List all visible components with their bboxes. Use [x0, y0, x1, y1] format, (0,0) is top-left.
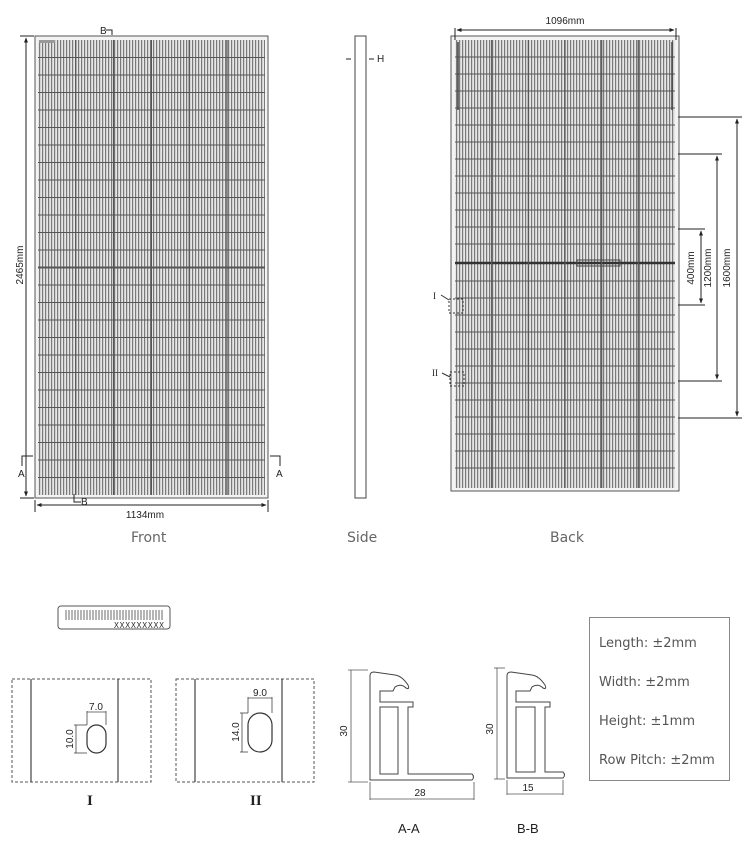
detail-ii-marker-label: II [432, 368, 438, 378]
section-bb-width-dim: 15 [522, 783, 534, 794]
detail-i-marker-label: I [433, 291, 436, 301]
side-thickness-marker: H [377, 54, 385, 65]
tolerance-box [589, 617, 730, 781]
section-bb-profile [507, 672, 565, 778]
detail-i-hole [87, 725, 106, 753]
section-aa-width-dim: 28 [414, 788, 426, 799]
mounting-dimension-1200: 1200mm [703, 248, 714, 288]
detail-i-hole-width: 7.0 [89, 702, 103, 713]
side-profile [355, 36, 366, 498]
detail-i-box [12, 679, 151, 782]
back-width-dimension: 1096mm [545, 16, 585, 27]
detail-ii-hole [248, 713, 272, 752]
section-b-marker-top: B [100, 26, 107, 37]
section-bb-label: B-B [517, 821, 539, 836]
section-a-marker-right: A [276, 469, 283, 480]
section-b-marker-bottom: B [81, 497, 88, 508]
section-a-marker-left: A [18, 469, 25, 480]
detail-i-label: I [87, 793, 93, 809]
section-aa-height-dim: 30 [339, 725, 350, 737]
tolerance-row-pitch: Row Pitch: ±2mm [599, 753, 715, 768]
mounting-dimension-1600: 1600mm [722, 248, 733, 288]
detail-ii-hole-width: 9.0 [253, 688, 267, 699]
detail-i-hole-height: 10.0 [65, 729, 76, 749]
tolerance-width: Width: ±2mm [599, 675, 690, 690]
detail-ii-hole-height: 14.0 [231, 722, 242, 742]
front-nameplate-mark [39, 40, 55, 43]
front-height-dimension: 2465mm [15, 245, 26, 285]
back-view-label: Back [550, 530, 584, 546]
section-aa-profile [370, 672, 474, 780]
label-serial-text: XXXXXXXXX [114, 621, 164, 630]
front-width-dimension: 1134mm [125, 510, 165, 521]
tolerance-height: Height: ±1mm [599, 714, 695, 729]
detail-ii-box [176, 679, 314, 782]
section-aa-label: A-A [398, 821, 420, 836]
section-bb-height-dim: 30 [485, 723, 496, 735]
front-view-label: Front [131, 530, 167, 546]
detail-ii-label: II [250, 793, 262, 809]
tolerance-length: Length: ±2mm [599, 636, 697, 651]
side-view-label: Side [347, 530, 378, 546]
mounting-dimension-400: 400mm [686, 251, 697, 285]
